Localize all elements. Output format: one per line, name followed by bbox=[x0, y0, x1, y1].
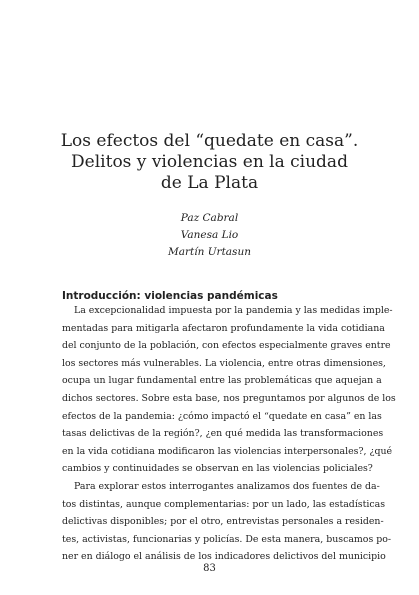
page-number: 83 bbox=[203, 563, 216, 574]
author-name: Paz Cabral bbox=[180, 212, 239, 224]
text-line: cambios y continuidades se observan en las violencias policiales? bbox=[62, 463, 373, 475]
text-line: La excepcionalidad impuesta por la pandemia y las medidas imple- bbox=[74, 305, 393, 316]
text-line: efectos de la pandemia: ¿cómo impactó el “quedate en casa” en las bbox=[62, 410, 382, 422]
author-name: Martín Urtasun bbox=[168, 246, 251, 258]
text-line: del conjunto de la población, con efectos especialmente graves entre bbox=[62, 340, 391, 352]
text-line: ner en diálogo el análisis de los indicadores delictivos del municipio bbox=[62, 551, 386, 563]
chapter-title bbox=[40, 131, 379, 194]
chapter-title-line: Los efectos del “quedate en casa”. bbox=[60, 131, 359, 151]
chapter-title-line: de La Plata bbox=[160, 173, 259, 193]
text-line: los sectores más vulnerables. La violencia, entre otras dimensiones, bbox=[62, 357, 386, 369]
text-line: delictivas disponibles; por el otro, entrevistas personales a residen- bbox=[62, 516, 384, 528]
author-list bbox=[40, 210, 379, 261]
text-line: dichos sectores. Sobre esta base, nos preguntamos por algunos de los bbox=[62, 392, 396, 404]
text-line: tasas delictivas de la región?, ¿en qué medida las transformaciones bbox=[62, 428, 384, 440]
text-line: mentadas para mitigarla afectaron profundamente la vida cotidiana bbox=[62, 322, 385, 334]
text-line: tos distintas, aunque complementarias: por un lado, las estadísticas bbox=[62, 498, 386, 510]
text-line: tes, activistas, funcionarias y policías. De esta manera, buscamos po- bbox=[62, 533, 392, 545]
chapter-title-line: Delitos y violencias en la ciudad bbox=[71, 152, 348, 172]
section-heading: Introducción: violencias pandémicas bbox=[62, 290, 278, 302]
author-name: Vanesa Lio bbox=[180, 229, 239, 241]
text-line: en la vida cotidiana modificaron las violencias interpersonales?, ¿qué bbox=[62, 445, 393, 457]
text-line: Para explorar estos interrogantes analizamos dos fuentes de da- bbox=[74, 480, 380, 492]
text-line: ocupa un lugar fundamental entre las problemáticas que aquejan a bbox=[62, 375, 382, 387]
body-text bbox=[62, 302, 396, 566]
